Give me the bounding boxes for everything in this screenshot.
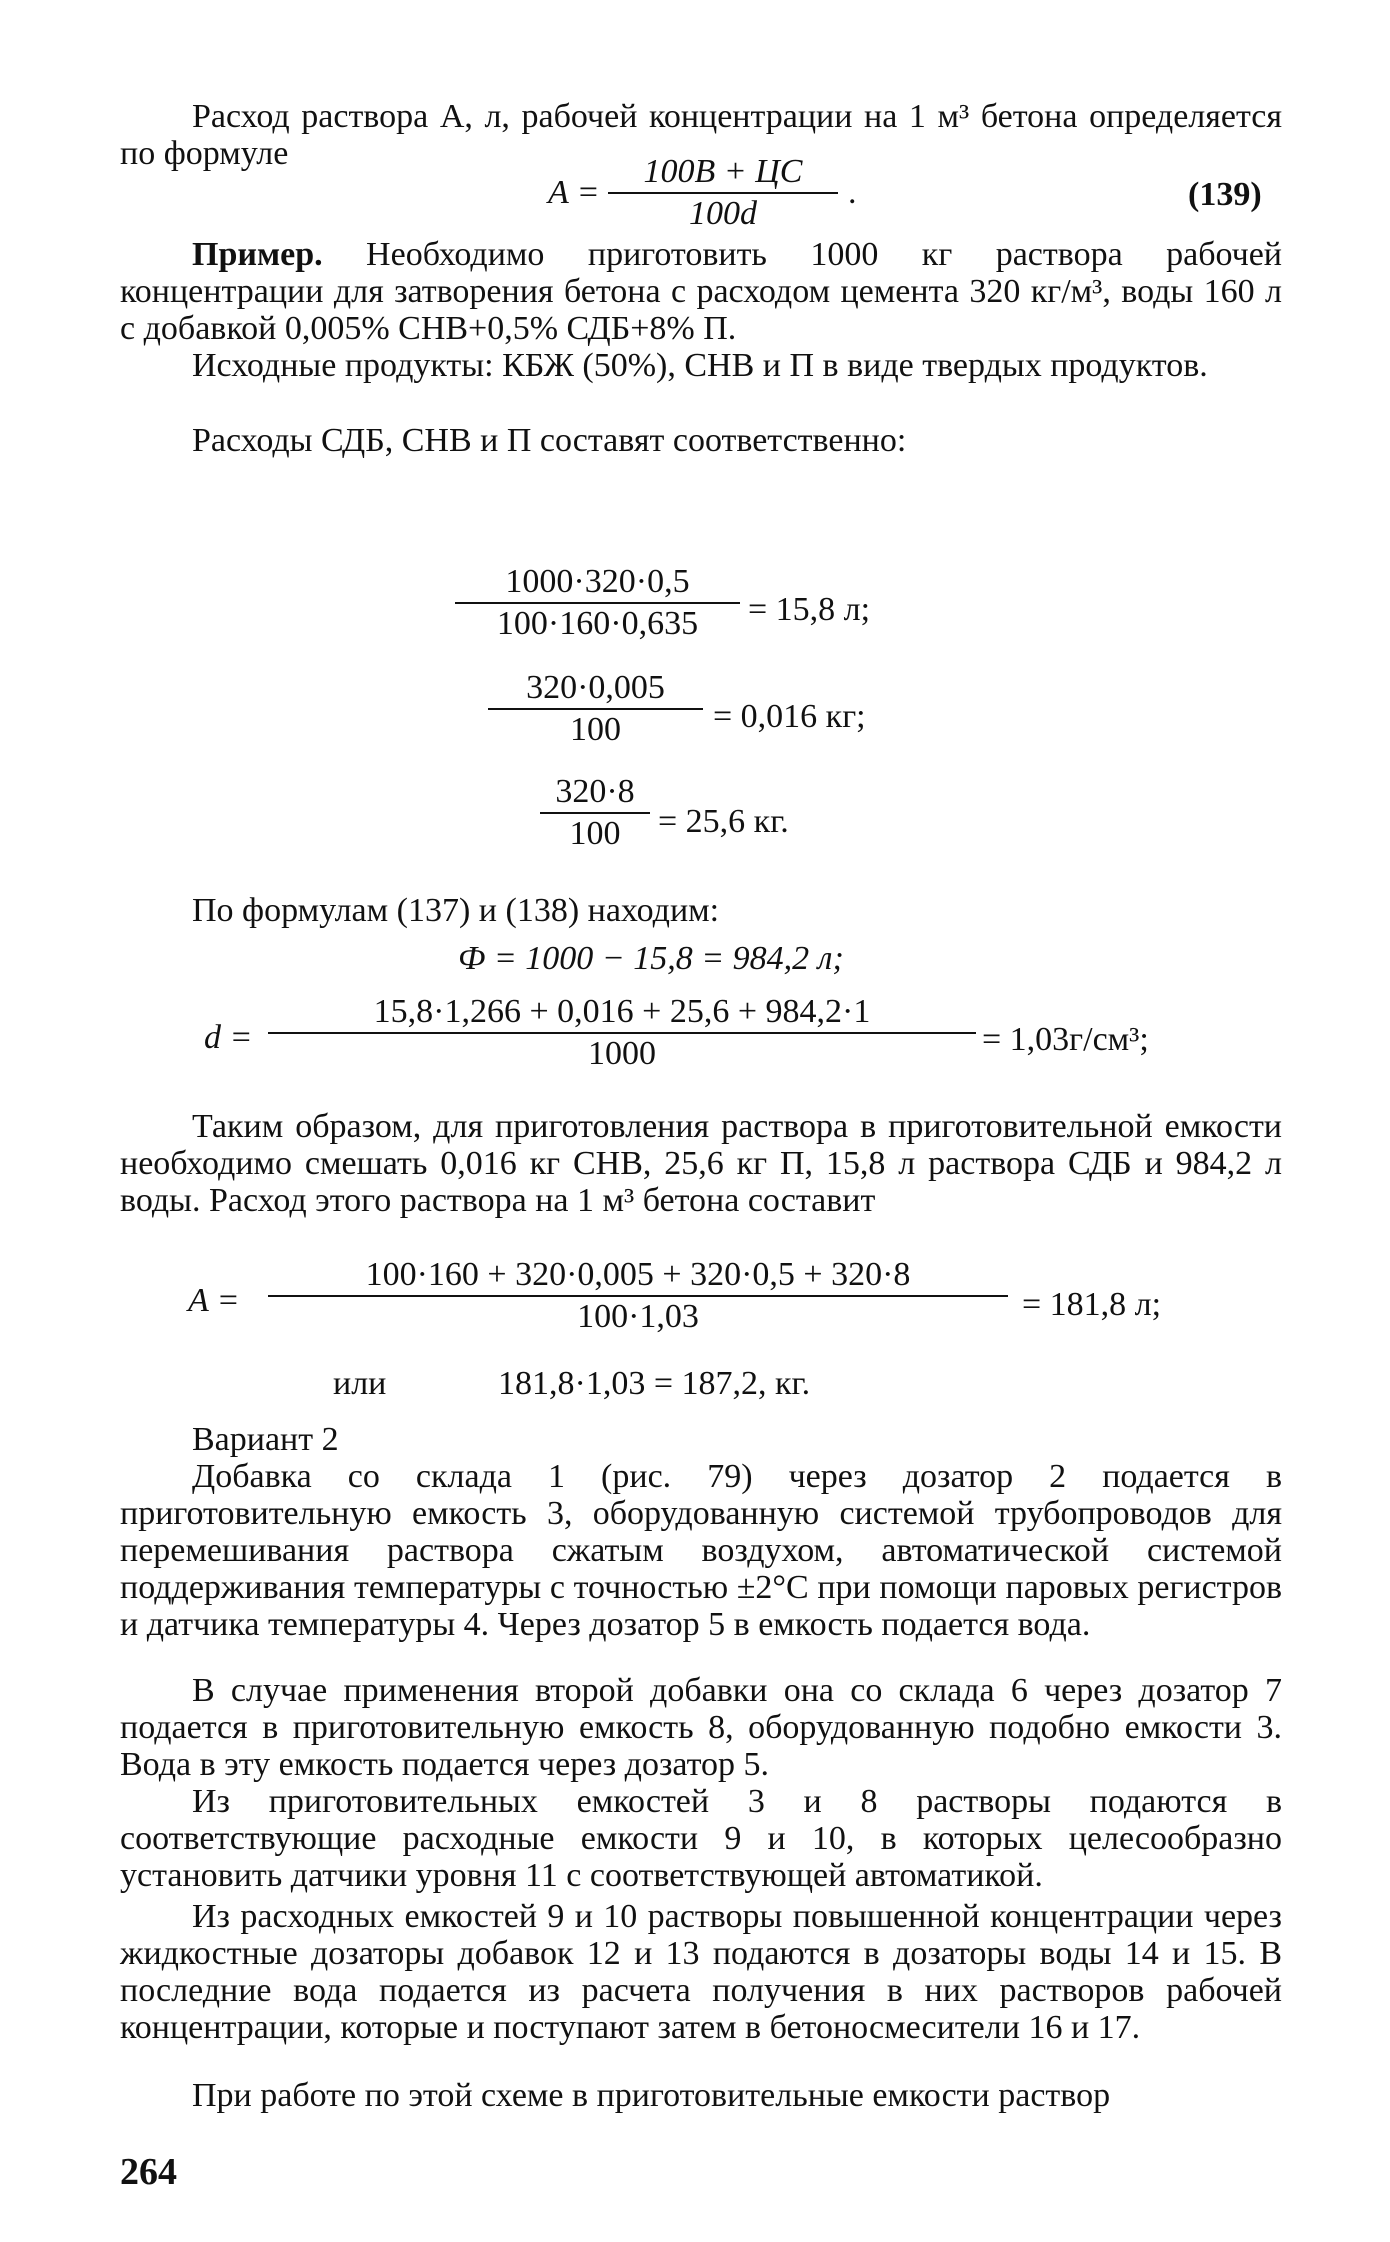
variant-heading: Вариант 2: [192, 1421, 339, 1458]
example-text: Необходимо приготовить 1000 кг раствора рабочей концентрации для затворения бетона с расходом цемента 320 кг/м³, воды 160 л с добавкой 0,005% СНВ+0,5% СДБ+8% П.: [120, 236, 1282, 347]
density-lhs: d =: [204, 1019, 253, 1056]
formula-a-numerator: 100·160 + 320·0,005 + 320·0,5 + 320·8: [365, 1256, 911, 1293]
example-paragraph: [120, 236, 1282, 347]
source-products-paragraph: Исходные продукты: КБЖ (50%), СНВ и П в виде твердых продуктов.: [192, 347, 1208, 384]
formula-139-lhs: A =: [548, 174, 600, 211]
mix-paragraph: Таким образом, для приготовления раствора в приготовительной емкости необходимо смешать 0,016 кг СНВ, 25,6 кг П, 15,8 л раствора СДБ и 984,2 л воды. Расход этого раствора на 1 м³ бетона составит: [120, 1108, 1282, 1219]
page-number: 264: [120, 2151, 177, 2193]
calc-snv-denominator: 100: [570, 711, 621, 748]
calc-sdb-result: = 15,8 л;: [748, 591, 871, 628]
or-expression: 181,8·1,03 = 187,2, кг.: [498, 1365, 811, 1402]
density-result: = 1,03г/см³;: [982, 1021, 1149, 1058]
calc-snv-result: = 0,016 кг;: [713, 698, 866, 735]
variant-paragraph-1: Добавка со склада 1 (рис. 79) через дозатор 2 подается в приготовительную емкость 3, оборудованную системой трубопроводов для перемешивания раствора сжатым воздухом, автоматической системой поддерживания температуры с точностью ±2°С при помощи паровых регистров и датчика температуры 4. Через дозатор 5 в емкость подается вода.: [120, 1458, 1282, 1643]
calc-p-denominator: 100: [569, 815, 621, 852]
calc-sdb-numerator: 1000·320·0,5: [505, 563, 690, 600]
consumption-intro: Расходы СДБ, СНВ и П составят соответственно:: [192, 422, 907, 459]
variant-paragraph-4: Из расходных емкостей 9 и 10 растворы повышенной концентрации через жидкостные дозаторы добавок 12 и 13 подаются в дозаторы воды 14 и 15. В последние вода подается из расчета получения в них растворов рабочей концентрации, которые и поступают затем в бетоносмесители 16 и 17.: [120, 1898, 1282, 2046]
formula-a-denominator: 100·1,03: [577, 1298, 699, 1335]
variant-paragraph-3: Из приготовительных емкостей 3 и 8 растворы подаются в соответствующие расходные емкости 9 и 10, в которых целесообразно установить датчики уровня 11 с соответствующей автоматикой.: [120, 1783, 1282, 1894]
calc-p-fraction: [540, 772, 650, 854]
calc-p-result: = 25,6 кг.: [658, 803, 789, 840]
calc-sdb-denominator: 100·160·0,635: [496, 605, 699, 642]
formula-139-denominator: 100d: [689, 195, 757, 232]
formula-a-lhs: A =: [188, 1282, 240, 1319]
intro-paragraph: Расход раствора A, л, рабочей концентрации на 1 м³ бетона определяется по формуле: [120, 98, 1282, 172]
calc-snv-numerator: 320·0,005: [526, 669, 665, 706]
calc-sdb-fraction: [455, 562, 740, 644]
density-fraction: [268, 992, 976, 1074]
density-denominator: 1000: [588, 1035, 656, 1072]
formula-a-fraction: [268, 1255, 1008, 1337]
variant-paragraph-2: В случае применения второй добавки она со склада 6 через дозатор 7 подается в приготовительную емкость 8, оборудованную подобно емкости 3. Вода в эту емкость подается через дозатор 5.: [120, 1672, 1282, 1783]
formula-139-numerator: 100B + ЦС: [643, 153, 803, 190]
calc-p-numerator: 320·8: [555, 773, 635, 810]
formula-a-result: = 181,8 л;: [1022, 1286, 1162, 1323]
equation-number-139: (139): [1188, 176, 1262, 213]
formula-139-tail: .: [848, 174, 857, 211]
formula-139-fraction: [608, 152, 838, 234]
phi-equation: Ф = 1000 − 15,8 = 984,2 л;: [458, 940, 844, 977]
density-numerator: 15,8·1,266 + 0,016 + 25,6 + 984,2·1: [373, 993, 871, 1030]
formulas-intro: По формулам (137) и (138) находим:: [192, 892, 720, 929]
variant-paragraph-5: При работе по этой схеме в приготовительные емкости раствор: [192, 2077, 1111, 2114]
calc-snv-fraction: [488, 668, 703, 750]
or-word: или: [333, 1365, 387, 1402]
example-label: Пример.: [192, 236, 323, 273]
